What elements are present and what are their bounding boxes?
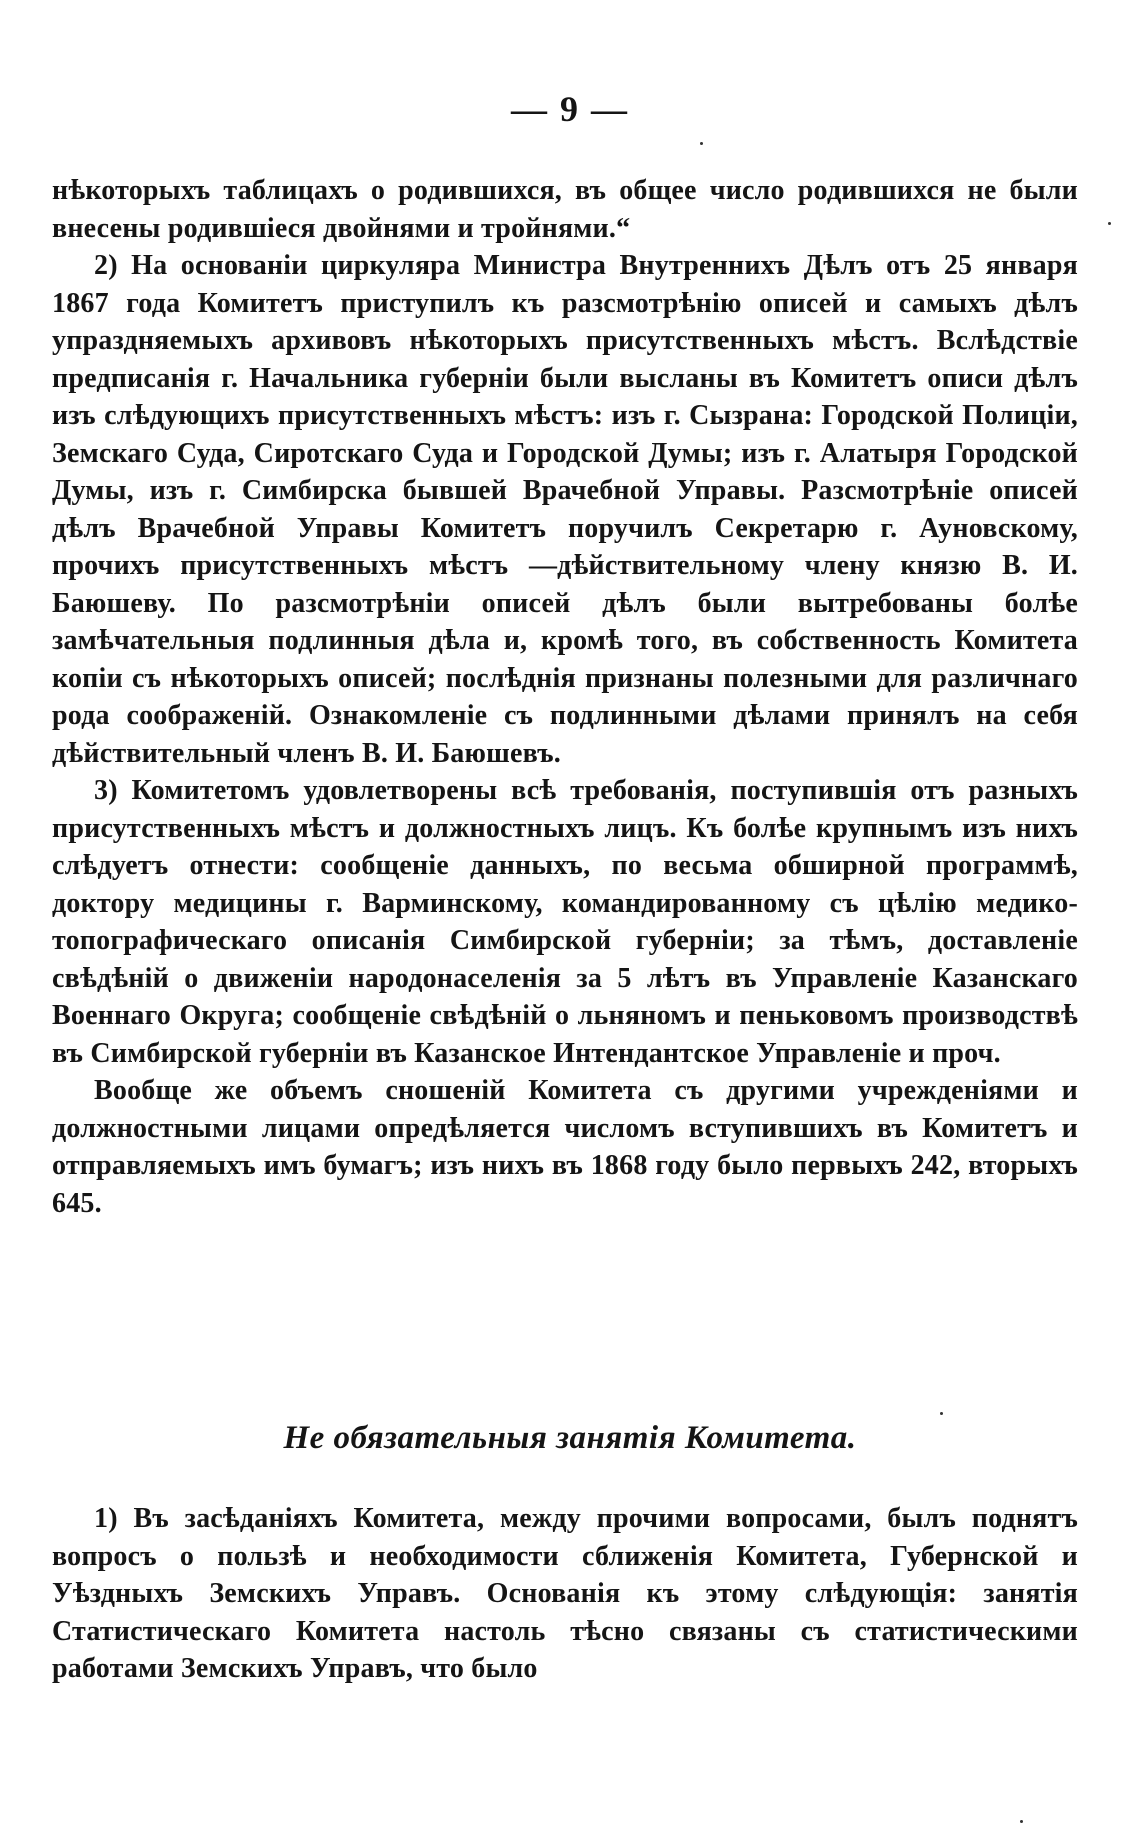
paragraph: 3) Комитетомъ удовлетворены всѣ требованія, поступившія отъ разныхъ присутственныхъ мѣстъ и должностныхъ лицъ. Къ болѣе крупнымъ изъ нихъ слѣдуетъ отнести: сообщеніе данныхъ, по весьма обширной программѣ, доктору медицины г. Варминскому, командированному съ цѣлію медико-топографическаго описанія Симбирской губерніи; за тѣмъ, доставленіе свѣдѣній о движеніи народонаселенія за 5 лѣтъ въ Управленіе Казанскаго Военнаго Округа; сообщеніе свѣдѣній о льняномъ и пеньковомъ производствѣ въ Симбирской губерніи въ Казанское Интендантское Управленіе и проч. [52, 775, 1078, 1069]
scan-speck [1020, 1820, 1023, 1823]
text-block-bottom [52, 1500, 1078, 1688]
paragraph: нѣкоторыхъ таблицахъ о родившихся, въ общее число родившихся не были внесены родившіеся двойнями и тройнями.“ [52, 175, 1078, 244]
paragraph: 1) Въ засѣданіяхъ Комитета, между прочими вопросами, былъ поднятъ вопросъ о пользѣ и необходимости сближенія Комитета, Губернской и Уѣздныхъ Земскихъ Управъ. Основанія къ этому слѣдующія: занятія Статистическаго Комитета настоль тѣсно связаны съ статистическими работами Земскихъ Управъ, что было [52, 1503, 1078, 1684]
section-heading: Не обязательныя занятія Комитета. [283, 1420, 857, 1456]
text-block-top [52, 172, 1078, 1222]
scan-speck [700, 142, 703, 145]
page-number: — 9 — [511, 89, 629, 129]
scan-speck [940, 1412, 943, 1415]
scan-speck [1108, 222, 1111, 225]
paragraph: 2) На основаніи циркуляра Министра Внутреннихъ Дѣлъ отъ 25 января 1867 года Комитетъ приступилъ къ разсмотрѣнію описей и самыхъ дѣлъ упраздняемыхъ архивовъ нѣкоторыхъ присутственныхъ мѣстъ. Вслѣдствіе предписанія г. Начальника губерніи были высланы въ Комитетъ описи дѣлъ изъ слѣдующихъ присутственныхъ мѣстъ: изъ г. Сызрана: Городской Полиціи, Земскаго Суда, Сиротскаго Суда и Городской Думы; изъ г. Алатыря Городской Думы, изъ г. Симбирска бывшей Врачебной Управы. Разсмотрѣніе описей дѣлъ Врачебной Управы Комитетъ поручилъ Секретарю г. Ауновскому, прочихъ присутственныхъ мѣстъ —дѣйствительному члену князю В. И. Баюшеву. По разсмотрѣніи описей дѣлъ были вытребованы болѣе замѣчательныя подлинныя дѣла и, кромѣ того, въ собственность Комитета копіи съ нѣкоторыхъ описей; послѣднія признаны полезными для различнаго рода соображеній. Ознакомленіе съ подлинными дѣлами принялъ на себя дѣйствительный членъ В. И. Баюшевъ. [52, 250, 1078, 769]
paragraph: Вообще же объемъ сношеній Комитета съ другими учрежденіями и должностными лицами опредѣляется числомъ вступившихъ въ Комитетъ и отправляемыхъ имъ бумагъ; изъ нихъ въ 1868 году было первыхъ 242, вторыхъ 645. [52, 1075, 1078, 1219]
